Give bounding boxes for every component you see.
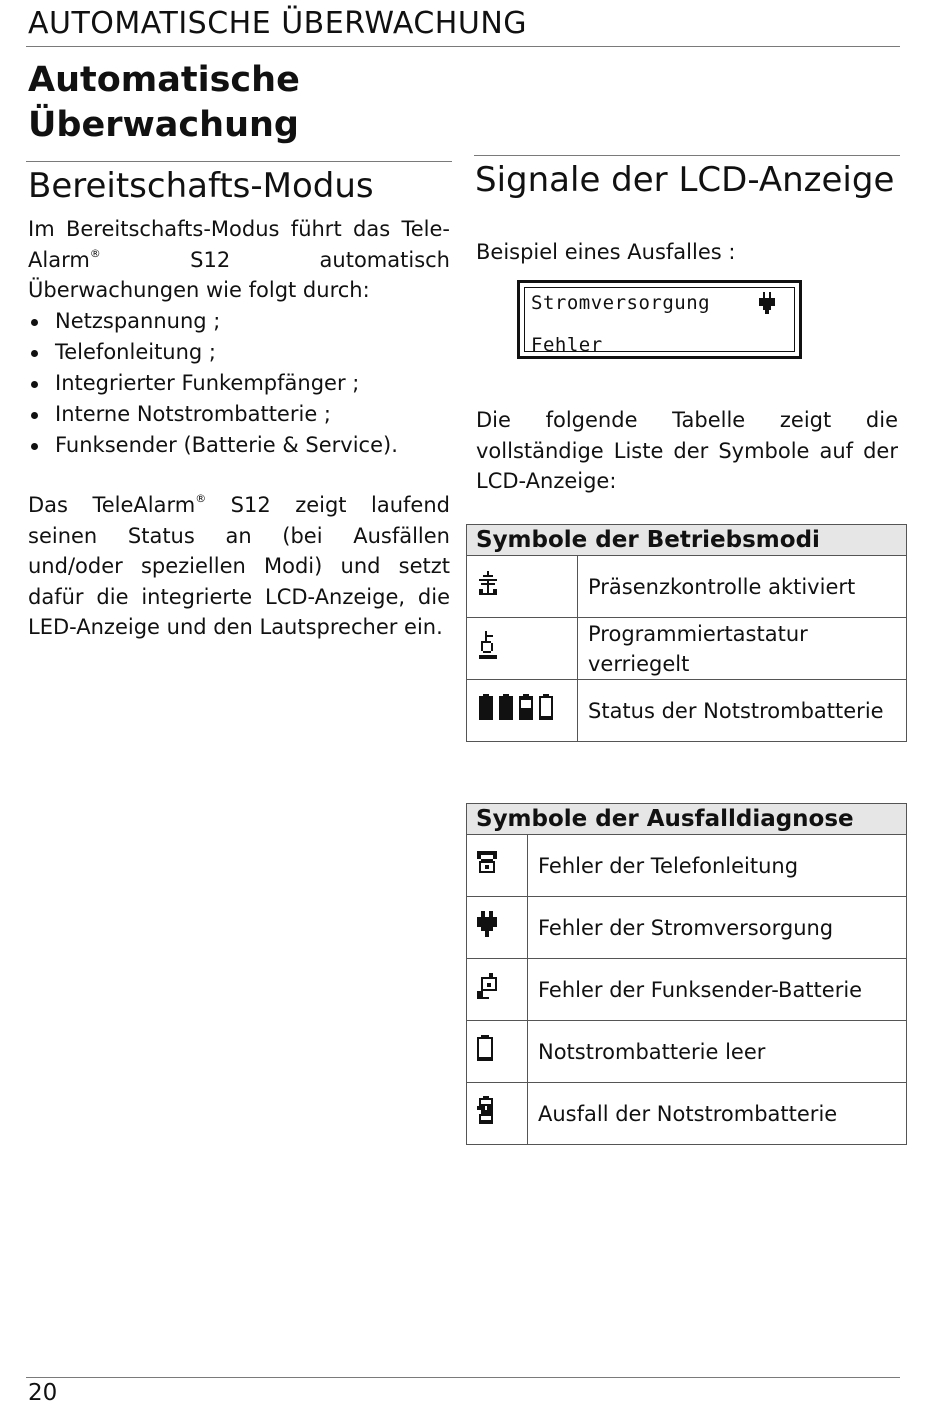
power-fault-icon — [757, 292, 781, 318]
battery-status-icon — [477, 701, 555, 725]
operating-modes-table — [466, 524, 907, 742]
symbol-description: Programmiertastatur verriegelt — [578, 618, 907, 680]
list-item: Funksender (Batterie & Service). — [28, 430, 450, 461]
intro-text-2: S12 automatisch Überwachungen wie folgt durch: — [28, 247, 450, 302]
lcd-line-2: Fehler — [531, 334, 603, 356]
section-heading-standby: Bereitschafts-Modus — [28, 166, 374, 206]
example-label: Beispiel eines Ausfalles : — [476, 240, 736, 264]
symbol-description: Fehler der Telefonleitung — [528, 835, 907, 897]
table-row — [467, 680, 907, 742]
registered-mark: ® — [195, 492, 207, 505]
table-row — [467, 897, 907, 959]
table-row — [467, 959, 907, 1021]
presence-control-icon — [477, 576, 499, 600]
para2-text-1: Das TeleAlarm — [28, 493, 196, 517]
left-section-rule — [26, 161, 452, 162]
symbol-description: Präsenzkontrolle aktiviert — [578, 556, 907, 618]
table-row — [467, 835, 907, 897]
phone-line-fault-icon — [477, 854, 497, 878]
registered-mark: ® — [89, 246, 101, 260]
table-title: Symbole der Betriebsmodi — [467, 525, 907, 556]
page-title — [28, 58, 300, 148]
symbol-description: Ausfall der Notstrombatterie — [528, 1083, 907, 1145]
footer-rule — [26, 1377, 900, 1378]
lcd-display — [517, 280, 802, 359]
list-item: Interne Notstrombatterie ; — [28, 399, 450, 430]
symbol-description: Status der Notstrombatterie — [578, 680, 907, 742]
page-title-line2: Überwachung — [28, 105, 299, 145]
keypad-locked-icon — [477, 640, 499, 664]
transmitter-battery-fault-icon — [477, 980, 497, 1004]
list-item: Integrierter Funkempfänger ; — [28, 368, 450, 399]
symbol-description: Fehler der Stromversorgung — [528, 897, 907, 959]
para2-text-2: S12 zeigt laufend seinen Status an (bei Ausfällen und/oder speziellen Modi) und setzt dafür die integrierte LCD-Anzeige, die LED-Anzeige und den Lautsprecher ein. — [28, 493, 450, 639]
list-item: Telefonleitung ; — [28, 337, 450, 368]
power-fault-icon — [477, 918, 497, 942]
monitoring-list — [28, 306, 450, 461]
table-row — [467, 1083, 907, 1145]
table-row — [467, 1021, 907, 1083]
list-item: Netzspannung ; — [28, 306, 450, 337]
battery-failure-icon — [477, 1105, 495, 1129]
table-row — [467, 556, 907, 618]
symbol-description: Fehler der Funksender-Batterie — [528, 959, 907, 1021]
table-intro: Die folgende Tabelle zeigt die vollständige Liste der Symbole auf der LCD-Anzeige: — [476, 408, 898, 493]
table-title: Symbole der Ausfalldiagnose — [467, 804, 907, 835]
page-title-line1: Automatische — [28, 60, 300, 100]
section-heading-lcd: Signale der LCD-Anzeige — [475, 160, 895, 200]
symbol-description: Notstrombatterie leer — [528, 1021, 907, 1083]
intro-text-1: Im Bereitschafts-Modus führt das Tele-Alarm — [28, 217, 450, 272]
lcd-line-1: Stromversorgung — [531, 292, 711, 314]
standby-intro — [28, 214, 450, 306]
battery-empty-icon — [477, 1042, 493, 1066]
header-rule — [26, 46, 900, 47]
running-header: AUTOMATISCHE ÜBERWACHUNG — [28, 6, 528, 41]
table-row — [467, 618, 907, 680]
status-paragraph — [28, 490, 450, 643]
fault-diagnosis-table — [466, 803, 907, 1145]
page-number: 20 — [28, 1380, 58, 1406]
right-section-rule — [474, 155, 900, 156]
